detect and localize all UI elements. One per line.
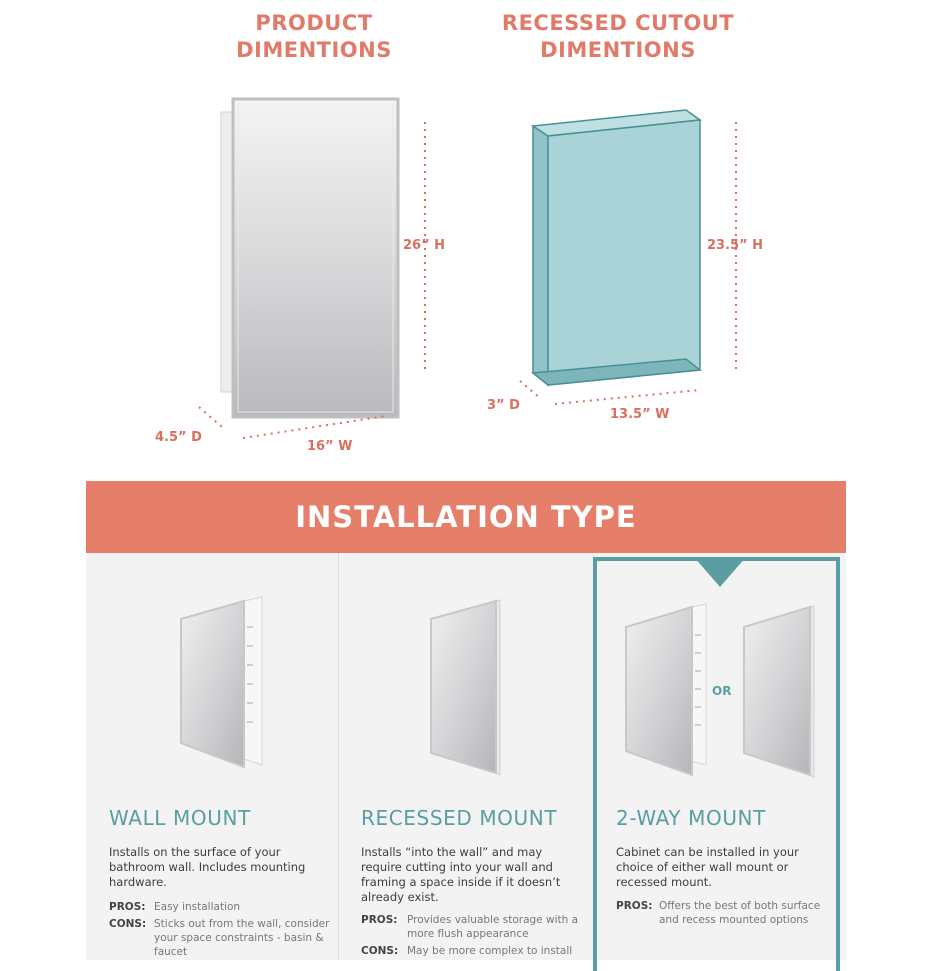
dimension-illustrations (0, 0, 932, 470)
recessed-mount-cons (361, 944, 586, 958)
product-depth-label: 4.5” D (155, 430, 202, 445)
product-cabinet-illustration (221, 99, 398, 417)
cutout-width-guide (555, 390, 700, 404)
cutout-title-line2: DIMENTIONS (540, 38, 696, 62)
cutout-depth-guide (520, 381, 541, 399)
wall-mount-title: WALL MOUNT (109, 806, 251, 830)
cons-label: CONS: (109, 918, 147, 930)
cons-text: May be more complex to install (407, 945, 573, 957)
two-way-recessed-cabinet-image (744, 606, 814, 777)
wall-mount-cons (109, 917, 334, 959)
recessed-mount-pros (361, 913, 586, 941)
pros-text: Offers the best of both surface and recess mounted options (659, 900, 821, 926)
product-title-line2: DIMENTIONS (236, 38, 392, 62)
pros-label: PROS: (616, 900, 653, 912)
product-title-line1: PRODUCT (255, 11, 373, 35)
recessed-mount-title: RECESSED MOUNT (361, 806, 558, 830)
recessed-mount-cabinet-image (431, 600, 500, 775)
two-way-mount-title: 2-WAY MOUNT (616, 806, 766, 830)
product-depth-guide (199, 407, 222, 427)
two-way-wall-cabinet-image (626, 604, 706, 775)
wall-mount-description: Installs on the surface of your bathroom wall. Includes mounting hardware. (109, 845, 306, 889)
product-width-guide (243, 416, 386, 438)
cutout-depth-label: 3” D (487, 398, 520, 413)
cons-label: CONS: (361, 945, 399, 957)
pros-text: Provides valuable storage with a more flush appearance (407, 914, 579, 940)
cutout-width-label: 13.5” W (610, 407, 670, 422)
wall-mount-cabinet-image (181, 597, 262, 767)
pros-text: Easy installation (154, 901, 241, 913)
mount-illustrations (86, 553, 846, 793)
product-width-label: 16” W (307, 439, 353, 454)
cutout-title-line1: RECESSED CUTOUT (501, 11, 735, 35)
cutout-box-illustration (533, 110, 700, 385)
or-label: OR (712, 684, 732, 698)
wall-mount-pros (109, 900, 334, 914)
pros-label: PROS: (109, 901, 146, 913)
installation-type-banner: INSTALLATION TYPE (86, 481, 846, 553)
cutout-height-label: 23.5” H (707, 238, 764, 253)
two-way-mount-description: Cabinet can be installed in your choice of either wall mount or recessed mount. (616, 845, 799, 889)
two-way-mount-pros (616, 899, 831, 927)
pros-label: PROS: (361, 914, 398, 926)
product-height-label: 26” H (403, 238, 446, 253)
recessed-mount-description: Installs “into the wall” and may require cutting into your wall and framing a space inside if it doesn’t already exist. (361, 845, 561, 904)
cons-text: Sticks out from the wall, consider your space constraints - basin & faucet (154, 918, 330, 958)
